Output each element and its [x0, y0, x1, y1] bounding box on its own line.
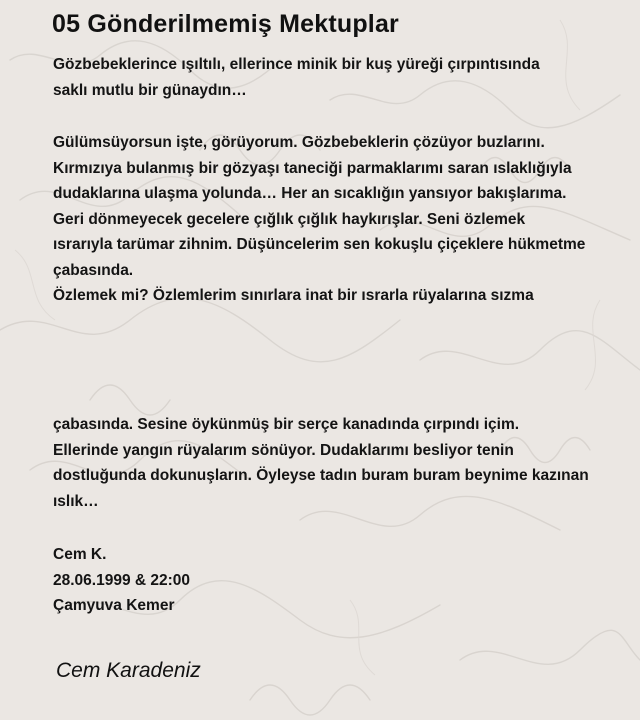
text-line: dostluğunda dokunuşların. Öyleyse tadın buram buram beynime kazınan	[53, 467, 589, 484]
text-line: dudaklarına ulaşma yolunda… Her an sıcaklığın yansıyor bakışlarıma.	[53, 185, 567, 202]
text-line: ıslık…	[53, 492, 99, 510]
text-line: Gülümsüyorsun işte, görüyorum. Gözbebeklerin çözüyor buzlarını.	[53, 134, 545, 151]
author-short-name: Cem K.	[53, 546, 107, 563]
letter-paragraph-1	[53, 52, 623, 103]
text-line: Gözbebeklerince ışıltılı, ellerince minik bir kuş yüreği çırpıntısında	[53, 56, 540, 73]
text-line: Kırmızıya bulanmış bir gözyaşı taneciği parmaklarımı saran ıslaklığıyla	[53, 159, 572, 177]
author-signature: Cem Karadeniz	[56, 659, 201, 682]
text-line: Ellerinde yangın rüyalarım sönüyor. Dudaklarımı besliyor tenin	[53, 441, 514, 459]
text-line: Geri dönmeyecek gecelere çığlık çığlık haykırışlar. Seni özlemek	[53, 210, 526, 228]
letter-paragraph-2	[53, 130, 623, 309]
text-line: çabasında.	[53, 261, 134, 279]
text-line: Özlemek mi? Özlemlerim sınırlara inat bir ısrarla rüyalarına sızma	[53, 287, 534, 304]
letter-closing	[53, 542, 623, 619]
letter-location: Çamyuva Kemer	[53, 597, 175, 614]
text-line: çabasında. Sesine öykünmüş bir serçe kanadında çırpındı içim.	[53, 416, 520, 433]
letter-date: 28.06.1999 & 22:00	[53, 571, 191, 589]
text-line: saklı mutlu bir günaydın…	[53, 81, 247, 99]
text-line: ısrarıyla tarümar zihnim. Düşüncelerim sen kokuşlu çiçeklere hükmetme	[53, 236, 586, 253]
letter-paragraph-3	[53, 412, 623, 514]
page-title: 05 Gönderilmemiş Mektuplar	[52, 10, 399, 38]
